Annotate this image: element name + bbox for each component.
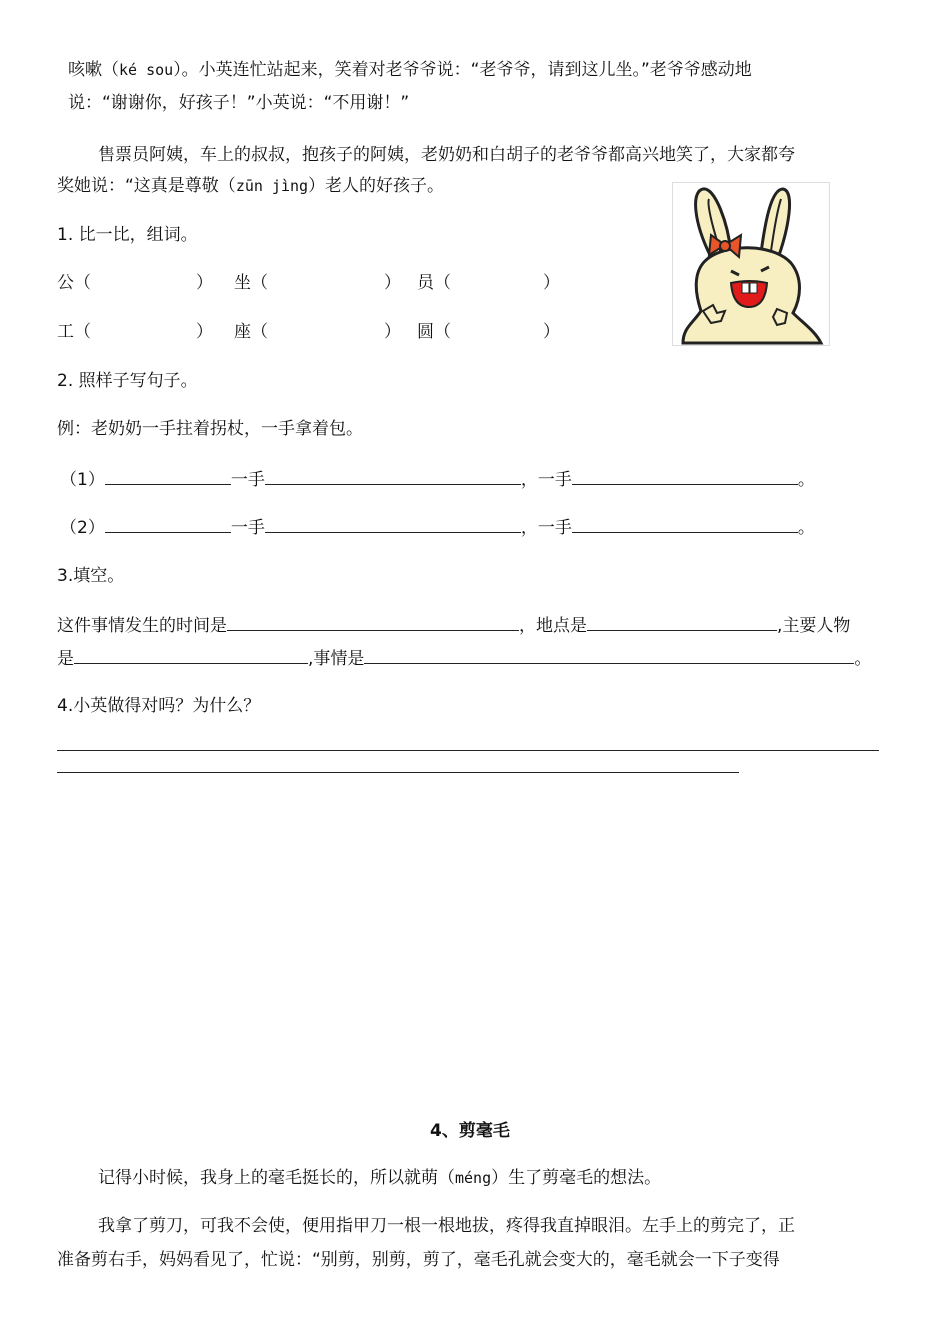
bunny-illustration xyxy=(672,182,830,346)
pinyin: ké sou xyxy=(119,61,174,79)
q1-row-2-b-open: 座（ xyxy=(234,322,268,342)
story-paragraph-2-line-2 xyxy=(57,174,444,198)
question-2-example: 例：老奶奶一手拄着拐杖，一手拿着包。 xyxy=(57,419,363,439)
answer-blank[interactable] xyxy=(587,612,777,631)
text: 一手 xyxy=(230,470,265,490)
bunny-icon xyxy=(673,183,829,345)
question-3-title: 3.填空。 xyxy=(57,566,125,586)
q3-line-1 xyxy=(57,612,850,638)
story-line-1 xyxy=(68,58,752,82)
q2-item-1 xyxy=(60,466,815,492)
text: 这件事情发生的时间是 xyxy=(57,616,227,636)
q1-row-2-c-close: ） xyxy=(543,322,560,342)
question-4-title: 4.小英做得对吗？为什么？ xyxy=(57,696,261,716)
q1-row-1-a-open: 公（ xyxy=(57,273,91,293)
story-line-2: 说：“谢谢你，好孩子！”小英说：“不用谢！” xyxy=(68,93,410,113)
q1-row-1-c-open: 员（ xyxy=(417,273,451,293)
q1-row-2-a-open: 工（ xyxy=(57,322,91,342)
pinyin: méng xyxy=(455,1169,492,1187)
text: 。 xyxy=(797,470,815,490)
q1-row-1-b-open: 坐（ xyxy=(234,273,268,293)
answer-blank[interactable] xyxy=(572,466,798,485)
pinyin: zūn jìng xyxy=(235,177,309,195)
q1-row-2-c-open: 圆（ xyxy=(417,322,451,342)
text: 。 xyxy=(854,649,872,669)
text: ,主要人物 xyxy=(777,616,851,636)
story-4-paragraph-1 xyxy=(98,1166,661,1190)
answer-blank[interactable] xyxy=(74,645,308,664)
q1-row-1-b-close: ） xyxy=(384,273,401,293)
story-4-paragraph-2-line-1: 我拿了剪刀，可我不会使，便用指甲刀一根一根地拔，疼得我直掉眼泪。左手上的剪完了，正 xyxy=(98,1216,795,1236)
answer-blank[interactable] xyxy=(105,466,231,485)
item-number: （2） xyxy=(60,518,105,538)
text: ）老人的好孩子。 xyxy=(308,176,445,196)
text: ）生了剪毫毛的想法。 xyxy=(491,1168,662,1188)
answer-blank[interactable] xyxy=(572,514,798,533)
answer-line[interactable] xyxy=(57,772,739,773)
q1-row-2-a-close: ） xyxy=(196,322,213,342)
question-1-title: 1. 比一比，组词。 xyxy=(57,225,198,245)
story-paragraph-2-line-1: 售票员阿姨，车上的叔叔，抱孩子的阿姨，老奶奶和白胡子的老爷爷都高兴地笑了，大家都夸 xyxy=(98,145,795,165)
answer-blank[interactable] xyxy=(364,645,854,664)
q1-row-1-c-close: ） xyxy=(543,273,560,293)
answer-blank[interactable] xyxy=(227,612,519,631)
text: ，一手 xyxy=(520,518,572,538)
answer-line[interactable] xyxy=(57,750,879,751)
text: ,事情是 xyxy=(308,649,365,669)
answer-blank[interactable] xyxy=(265,466,521,485)
text: 一手 xyxy=(230,518,265,538)
text: 是 xyxy=(57,649,74,669)
text: ，地点是 xyxy=(519,616,587,636)
q1-row-1-a-close: ） xyxy=(196,273,213,293)
text: ，一手 xyxy=(520,470,572,490)
text: 奖她说：“这真是尊敬（ xyxy=(57,176,236,196)
q1-row-2-b-close: ） xyxy=(384,322,401,342)
text: ）。小英连忙站起来，笑着对老爷爷说：“老爷爷，请到这儿坐。”老爷爷感动地 xyxy=(173,60,752,80)
story-4-title: 4、剪毫毛 xyxy=(430,1121,510,1141)
q3-line-2 xyxy=(57,645,871,671)
question-2-title: 2. 照样子写句子。 xyxy=(57,371,198,391)
answer-blank[interactable] xyxy=(265,514,521,533)
item-number: （1） xyxy=(60,470,105,490)
text: 咳嗽（ xyxy=(68,60,119,80)
story-4-paragraph-2-line-2: 准备剪右手，妈妈看见了，忙说：“别剪，别剪，剪了，毫毛孔就会变大的，毫毛就会一下子变得 xyxy=(57,1250,780,1270)
answer-blank[interactable] xyxy=(105,514,231,533)
q2-item-2 xyxy=(60,514,815,540)
text: 记得小时候，我身上的毫毛挺长的，所以就萌（ xyxy=(98,1168,455,1188)
text: 。 xyxy=(797,518,815,538)
